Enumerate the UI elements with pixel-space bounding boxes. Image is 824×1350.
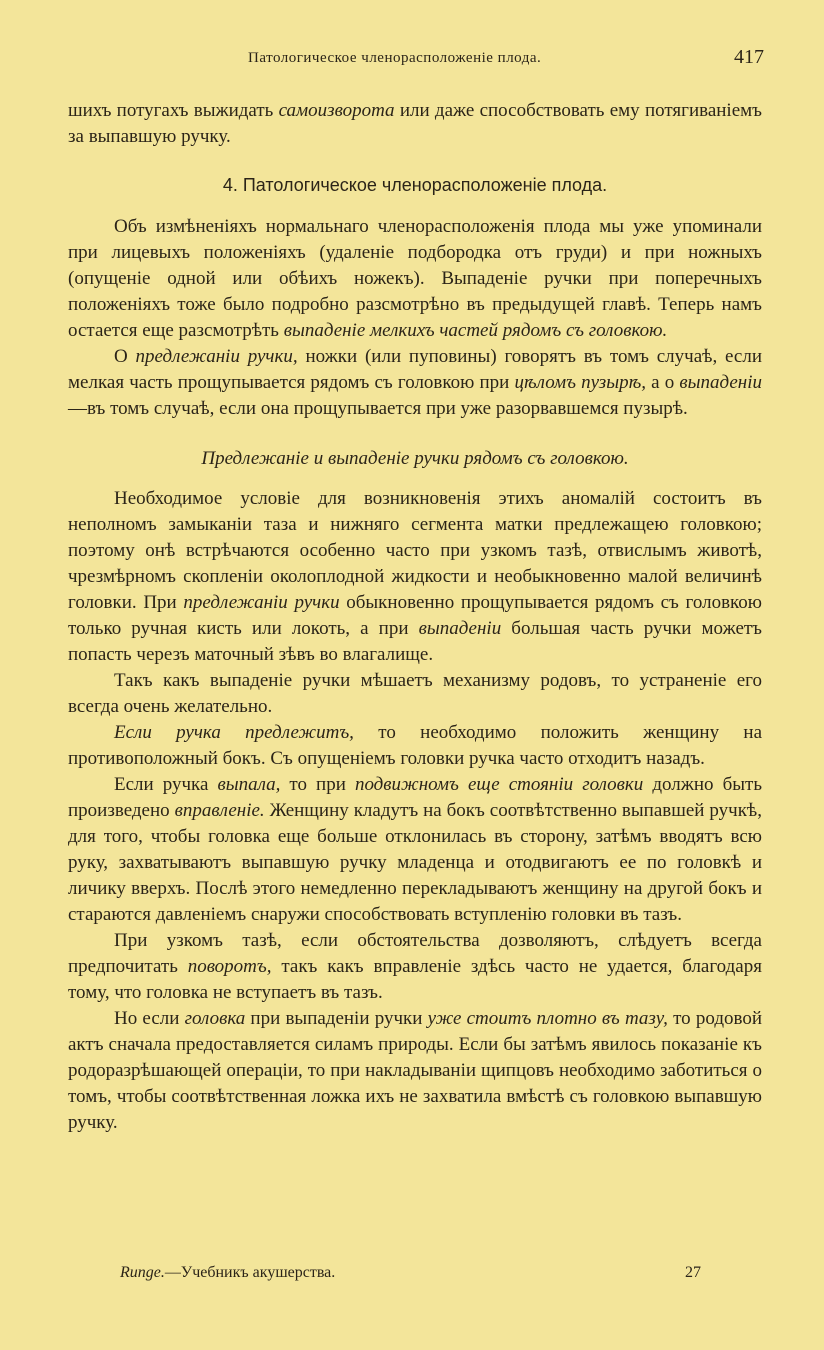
paragraph: шихъ потугахъ выжидать самоизворота или даже способствовать ему потягиваніемъ за выпавшую ручку. bbox=[68, 100, 762, 147]
paragraph: О предлежаніи ручки, ножки (или пуповины) говорятъ въ томъ случаѣ, если мелкая часть прощупывается рядомъ съ головкою при цѣломъ пузырѣ, а о выпаденіи—въ томъ случаѣ, если она прощупывается при уже разорвавшемся пузырѣ. bbox=[68, 346, 762, 419]
running-title: Патологическое членорасположеніе плода. bbox=[248, 50, 542, 66]
page-number: 417 bbox=[734, 46, 764, 68]
footer-source bbox=[120, 1264, 335, 1282]
paragraph: Если ручка выпала, то при подвижномъ еще стояніи головки должно быть произведено вправленіе. Женщину кладутъ на бокъ соотвѣтственно выпавшей ручкѣ, для того, чтобы головка еще больше отклонилась въ сторону, затѣмъ вводятъ всю руку, захватываютъ выпавшую ручку младенца и отодвигаютъ ее по головкѣ и личику вверхъ. Послѣ этого немедленно перекладываютъ женщину на другой бокъ и стараются давленіемъ снаружи способствовать вступленію головки въ тазъ. bbox=[68, 774, 763, 925]
paragraph: При узкомъ тазѣ, если обстоятельства дозволяютъ, слѣдуетъ всегда предпочитать поворотъ, такъ какъ вправленіе здѣсь часто не удается, благодаря тому, что головка не вступаетъ въ тазъ. bbox=[68, 930, 762, 1003]
signature-mark: 27 bbox=[685, 1264, 701, 1281]
paragraph: Необходимое условіе для возникновенія этихъ аномалій состоитъ въ неполномъ замыканіи таза и нижняго сегмента матки предлежащею головкою; поэтому онѣ встрѣчаются особенно часто при узкомъ тазѣ, отвислымъ животѣ, чрезмѣрномъ скопленіи околоплодной жидкости и необыкновенно малой величинѣ головки. При предлежаніи ручки обыкновенно прощупывается рядомъ съ головкою только ручная кисть или локоть, а при выпаденіи большая часть ручки можетъ попасть черезъ маточный зѣвъ во влагалище. bbox=[68, 488, 763, 665]
paragraph: Такъ какъ выпаденіе ручки мѣшаетъ механизму родовъ, то устраненіе его всегда очень желательно. bbox=[68, 670, 762, 717]
paragraph: Объ измѣненіяхъ нормальнаго членорасположенія плода мы уже упоминали при лицевыхъ положеніяхъ (удаленіе подбородка отъ груди) и при ножныхъ (опущеніе одной или обѣихъ ножекъ). Выпаденіе ручки при поперечныхъ положеніяхъ тоже было подробно разсмотрѣно въ предыдущей главѣ. Теперь намъ остается еще разсмотрѣть выпаденіе мелкихъ частей рядомъ съ головкою. bbox=[68, 216, 762, 341]
footer-author: Runge. bbox=[120, 1264, 165, 1281]
paragraph: Если ручка предлежитъ, то необходимо положить женщину на противоположный бокъ. Съ опущеніемъ головки ручка часто отходитъ назадъ. bbox=[68, 722, 762, 769]
running-header bbox=[70, 46, 764, 80]
paragraph: Но если головка при выпаденіи ручки уже стоитъ плотно въ тазу, то родовой актъ сначала предоставляется силамъ природы. Если бы затѣмъ явилось показаніе къ родоразрѣшающей операціи, то при накладываніи щипцовъ необходимо заботиться о томъ, чтобы соотвѣтственная ложка ихъ не захватила вмѣстѣ съ головкою выпавшую ручку. bbox=[68, 1008, 763, 1133]
section-heading: 4. Патологическое членорасположеніе плода. bbox=[222, 175, 608, 195]
main-text bbox=[68, 98, 762, 1136]
subsection-heading: Предлежаніе и выпаденіе ручки рядомъ съ головкою. bbox=[201, 448, 629, 469]
footer-book-title: —Учебникъ акушерства. bbox=[164, 1264, 336, 1281]
